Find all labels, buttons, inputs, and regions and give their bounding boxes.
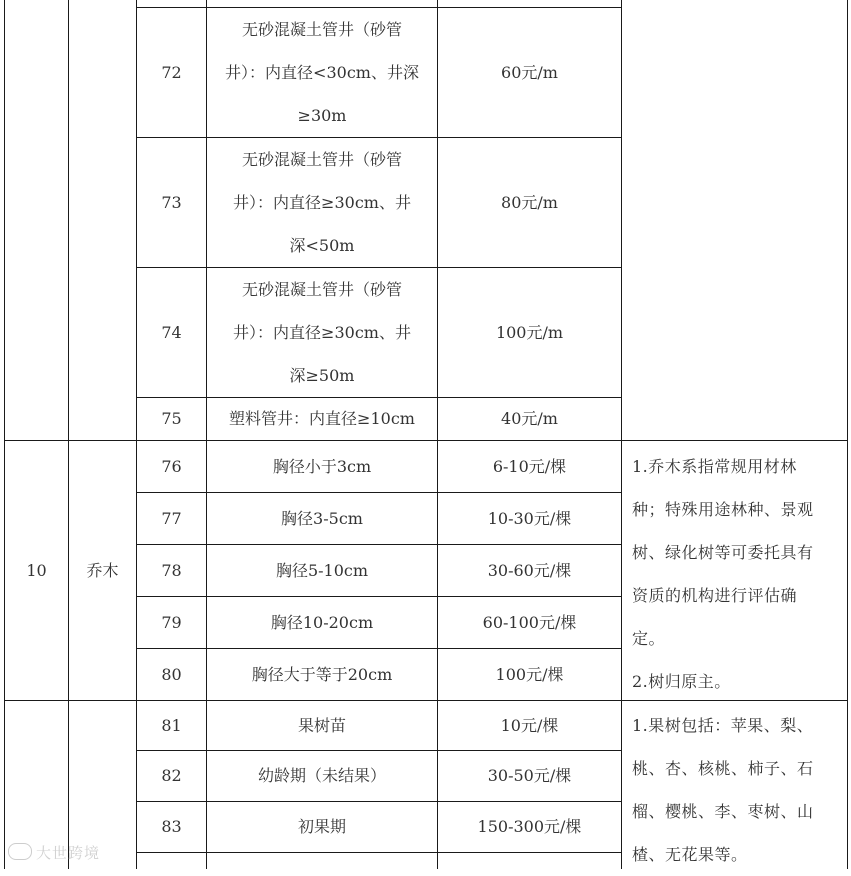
item-description: 幼龄期（未结果） xyxy=(257,766,386,785)
item-line: 深≥50m xyxy=(289,366,355,385)
item-line: 深<50m xyxy=(289,236,355,255)
row-number: 72 xyxy=(161,62,182,82)
row-number: 75 xyxy=(161,409,182,428)
price: 6-10元/棵 xyxy=(492,456,567,476)
item-description xyxy=(207,398,437,440)
price: 10元/棵 xyxy=(500,715,559,735)
group-note xyxy=(622,445,847,703)
row-number: 82 xyxy=(161,766,182,785)
item-description: 果树苗 xyxy=(297,715,346,735)
item-line: 无砂混凝土管井（砂管 xyxy=(241,20,402,39)
price: 10-30元/棵 xyxy=(487,508,572,528)
group-category: 乔木 xyxy=(86,560,119,580)
item-description: 胸径大于等于20cm xyxy=(251,664,393,684)
watermark xyxy=(8,842,100,863)
item-description: 胸径小于3cm xyxy=(272,456,372,476)
item-line: ≥30m xyxy=(297,106,347,125)
price: 80元/m xyxy=(501,192,558,212)
item-description: 胸径5-10cm xyxy=(275,560,369,580)
col-divider xyxy=(68,0,69,869)
group-note xyxy=(622,704,847,876)
price: 100元/棵 xyxy=(495,664,564,684)
item-line: 塑料管井：内直径≥10cm xyxy=(229,409,415,428)
row-number: 78 xyxy=(161,560,182,580)
note-line: 桃、杏、核桃、柿子、石 xyxy=(632,759,814,778)
price: 30-60元/棵 xyxy=(487,560,572,580)
watermark-logo-icon xyxy=(8,843,32,860)
item-line: 井）：内直径≥30cm、井 xyxy=(233,323,411,342)
note-line: 种；特殊用途林种、景观 xyxy=(632,500,814,519)
price: 100元/m xyxy=(495,322,564,342)
item-description xyxy=(207,8,437,137)
group-sequence-number: 10 xyxy=(26,560,47,580)
item-description: 胸径10-20cm xyxy=(270,612,374,632)
item-line: 无砂混凝土管井（砂管 xyxy=(241,150,402,169)
row-number: 76 xyxy=(161,456,182,476)
item-description: 初果期 xyxy=(297,817,346,836)
row-number: 74 xyxy=(161,322,182,342)
item-line: 井）：内直径<30cm、井深 xyxy=(225,63,419,82)
price: 40元/m xyxy=(501,409,558,428)
note-line: 1.果树包括：苹果、梨、 xyxy=(632,716,814,735)
note-line: 资质的机构进行评估确 xyxy=(632,586,798,605)
item-line: 无砂混凝土管井（砂管 xyxy=(241,280,402,299)
item-line: 井）：内直径≥30cm、井 xyxy=(233,193,411,212)
row-number: 73 xyxy=(161,192,182,212)
item-description: 胸径3-5cm xyxy=(281,508,363,528)
watermark-text: 大世跨境 xyxy=(36,844,101,862)
price: 60元/m xyxy=(501,62,558,82)
row-number: 77 xyxy=(161,508,182,528)
price: 30-50元/棵 xyxy=(487,766,572,785)
table-border-right xyxy=(847,0,848,869)
price: 60-100元/棵 xyxy=(482,612,577,632)
table-border-left xyxy=(4,0,5,869)
note-line: 榴、樱桃、李、枣树、山 xyxy=(632,802,814,821)
note-line: 1.乔木系指常规用材林 xyxy=(632,457,797,476)
row-number: 83 xyxy=(161,817,182,836)
item-description xyxy=(207,268,437,397)
note-line: 定。 xyxy=(632,629,666,648)
row-number: 81 xyxy=(161,715,182,735)
note-line: 2.树归原主。 xyxy=(632,672,731,691)
item-description xyxy=(207,138,437,267)
note-line: 楂、无花果等。 xyxy=(632,845,748,864)
row-divider xyxy=(136,852,622,853)
price: 150-300元/棵 xyxy=(477,817,582,836)
note-line: 树、绿化树等可委托具有 xyxy=(632,543,814,562)
row-number: 79 xyxy=(161,612,182,632)
row-number: 80 xyxy=(161,664,182,684)
